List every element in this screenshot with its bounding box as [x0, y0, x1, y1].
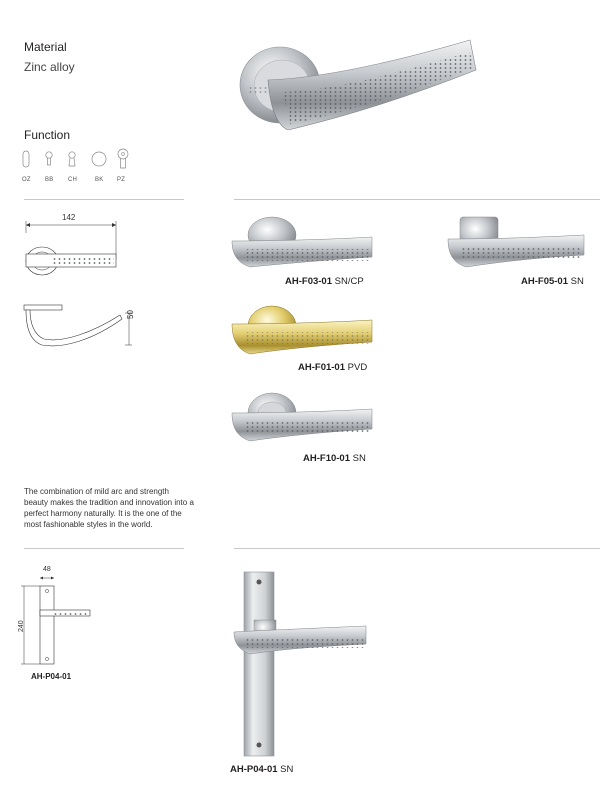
variant-finish: SN — [570, 276, 584, 287]
pz-icon — [115, 148, 131, 170]
variant-code: AH-F05-01 — [521, 276, 568, 287]
variant-code: AH-F10-01 — [303, 453, 350, 464]
variant-caption — [303, 453, 366, 464]
variant-f05-image — [446, 215, 586, 273]
variant-caption — [285, 276, 364, 287]
ch-icon — [66, 150, 78, 168]
product-description: The combination of mild arc and strength beauty makes the tradition and innovation into a perfect harmony naturally. It is the one of the most fashionable styles in the world. — [24, 487, 194, 529]
material-value: Zinc alloy — [24, 60, 75, 74]
bk-icon — [91, 150, 107, 168]
plate-drawing — [18, 572, 98, 672]
height-dimension-label: 50 — [126, 310, 135, 319]
variant-code: AH-F01-01 — [298, 362, 345, 373]
variant-caption — [521, 276, 584, 287]
divider — [24, 199, 184, 200]
divider — [234, 199, 600, 200]
variant-code: AH-F03-01 — [285, 276, 332, 287]
width-dimension-label: 142 — [62, 213, 76, 222]
plate-width-label: 48 — [43, 566, 51, 573]
variant-finish: SN — [280, 764, 294, 775]
function-heading: Function — [24, 128, 71, 142]
variant-finish: PVD — [347, 362, 368, 373]
divider — [24, 548, 184, 549]
function-code-ch: CH — [68, 177, 78, 183]
variant-code: AH-P04-01 — [230, 764, 278, 775]
variant-f01-image — [230, 302, 380, 360]
variant-finish: SN/CP — [334, 276, 364, 287]
function-code-oz: OZ — [22, 177, 31, 183]
plate-drawing-code: AH-P04-01 — [31, 672, 72, 681]
function-code-bb: BB — [45, 177, 54, 183]
handle-side-drawing — [22, 303, 140, 353]
bb-icon — [43, 150, 55, 168]
divider — [234, 548, 600, 549]
variant-caption — [298, 362, 367, 373]
handle-top-drawing — [22, 213, 122, 278]
hero-handle-image — [238, 30, 478, 145]
plate-handle-image — [230, 570, 370, 758]
variant-finish: SN — [352, 453, 366, 464]
variant-f10-image — [230, 389, 380, 447]
variant-f03-image — [230, 211, 380, 273]
function-code-bk: BK — [95, 177, 104, 183]
plate-height-label: 240 — [18, 620, 25, 632]
material-heading: Material — [24, 40, 67, 54]
oz-icon — [22, 150, 30, 168]
function-code-pz: PZ — [117, 177, 126, 183]
variant-caption — [230, 764, 293, 775]
